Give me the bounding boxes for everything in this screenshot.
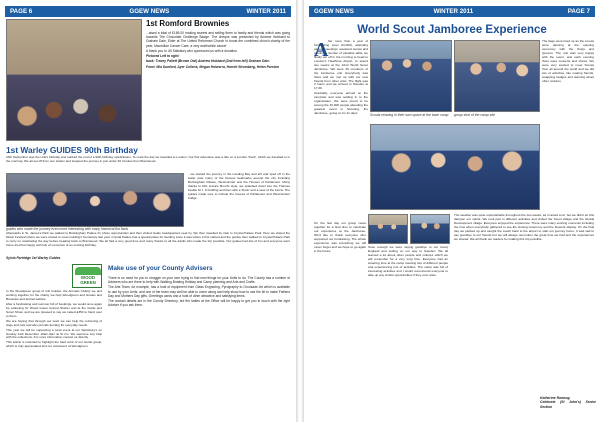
brownies-paragraph: back: Tracey Pallett (Brown Owl) Andrew Hubbard (2nd from left) Graham Dale. <box>146 59 270 64</box>
jamboree-heading: World Scout Jamboree Experience <box>357 24 547 36</box>
jamboree-right-column-2 <box>454 214 594 398</box>
page-7 <box>304 0 600 422</box>
guides-credit: Sylvia Partridge 1st Warley Guides <box>6 256 61 260</box>
page-number: PAGE 7 <box>567 7 590 15</box>
jamboree-left-column-2: On the last day our group came together for a final time to celebrate our experience at the Jamboree. We'd like to thank everyone who supported our fundraising. The whole experience was something we will never forget and we hope to go again in the future. <box>314 222 366 253</box>
page-6 <box>0 0 296 422</box>
page-gutter <box>296 0 304 422</box>
advisers-paragraph: The contact details are in the County Directory, but the ladies at the Office will be happy to get you in touch with the right Adviser if you ask them. <box>108 299 290 308</box>
logo-line: WOOD <box>80 275 96 280</box>
advisers-paragraph: There is no need for you to struggle on your own trying to find new things for your Units to do. The County has a number of Advisers who are there to help with Walking Boating Holiday and Camp planning and Arts and Crafts. <box>108 276 290 285</box>
woodgreen-paragraph: We are hoping that through our work we can help the rehoming of dogs and cats and also provide funding for everyday needs. <box>6 318 102 327</box>
woodgreen-logo <box>72 264 102 288</box>
jamboree-paragraph: Gradually, everyone arrived on the campsite and was settling in to the organisation. We were proud to be among the 40,000 people attending the greatest event in Scouting, the Jamboree, going on for 11 days. <box>314 91 368 116</box>
brownies-article <box>146 31 290 139</box>
jamboree-caption-1: Scouts relaxing in their own space at the base camp <box>370 113 449 117</box>
guides-photo <box>6 173 184 227</box>
brownies-paragraph: Front: Mia Dunford, Ayer Collens, Megan Holwerra, Harriet Stromberg, Helen Parston <box>146 64 279 69</box>
guides-photo-caption: guides who made the journey even more interesting with many historical fun facts <box>6 227 129 231</box>
jamboree-caption-2: group shot of the camp site <box>454 113 495 117</box>
issue-name: WINTER 2011 <box>433 7 474 15</box>
guides-heading: 1st Warley GUIDES 90th Birthday <box>6 145 138 155</box>
jamboree-paragraph: The weather was quite unpredictable throughout the two weeks, as it rained a lot, but we didn't let this dampen our spirits. We took part in different activities and visited the Scout village and the Global Development village. Everyone enjoyed the experience. There were many exciting moments including the time when everybody gathered to see the closing ceremony and the firework display. On the final day we packed up and caught the coach back to the airport to start our journey home. It was sad to say goodbye to our friends but we will always remember the great time we had and the experiences we shared. We all thank our leaders for making this trip possible. <box>454 214 594 241</box>
logo-line: GREEN <box>80 279 96 285</box>
woodgreen-article <box>6 290 102 420</box>
guides-intro: 24th September was the Unit's birthday and marked the end of a 90th birthday celebrations. To mark the day we travelled to London. Our first adventure was a ride on a London 'Duck', which we travelled to in the morning. We all set off from one station and stopped the journey in just under 40 minutes from Brentwood. <box>6 156 290 163</box>
brownies-photo <box>6 19 142 141</box>
jamboree-photo-2 <box>454 40 540 112</box>
guides-side-text: ...we started the journey in the Landing Bay and left and sped off in the water past many of the famous landmarks around the city including Buckingham Palace, Westminster and the Houses of Parliament. Many thanks to Mrs Joanne Bond's style, we splashed down into the Thames beside M. I. 6 building and then with a 'Duck' and a view of the Ferris, The guides made sure to include the houses of Parliament and Westminster bridge. <box>188 173 290 200</box>
jamboree-right-column: The flags were lined up as the scouts were dancing at the opening ceremony with the Kings and Queens. The unit was very happy with the event, and each evening there were concerts and shows. We were very excited to meet Scouts from all around the world and we did lots of activities, like making friends, swapping badges and learning about other cultures. <box>542 40 594 83</box>
page-header-left <box>5 6 291 17</box>
jamboree-photo-5 <box>410 214 450 244</box>
credit-role: Celebrate (St John's) Senior Section <box>540 400 596 409</box>
brownies-heading: 1st Romford Brownies <box>146 19 230 28</box>
brownies-paragraph: A thank you to Jill Salisbury who sponsored us with a donation. <box>146 48 238 53</box>
page-header-right <box>309 6 595 17</box>
woodgreen-paragraph: After a fundraising and summer full of bookings, we would once again be collecting for Wood Green Animal Shelter and at the Guide and Scout Show, and we are pleased to say we raised £350 to hand over to them. <box>6 301 102 318</box>
advisers-heading: Make use of your County Advisers <box>108 265 213 272</box>
credit-name: Katherine Ramsay, <box>540 396 571 400</box>
woodgreen-paragraph: This year we will be supporting a local event at our Sainsbury's on Sunday 11th December 10am-3pm at St Ivo. We welcome any help with the collections. For more information contact us directly. <box>6 327 102 340</box>
jamboree-photo-3 <box>370 124 540 210</box>
brownies-paragraph: Pictured Left to right: <box>146 54 180 59</box>
woodgreen-paragraph: This article is intended to highlight the hard work of our Guide group, which is truly appreciated and our volunteers at Woodgreen. <box>6 340 102 349</box>
jamboree-column-1 <box>314 40 368 220</box>
guides-main-text: Afterwards in St. James's Park we walked to Buckingham Palace for photo opportunities and then visited Guide headquarters near by. We then travelled by train to Crystal Palace Park. Here we visited the Music Festival where we were invited to meet Guiding's Centenary last year. Crystal Palace has a special place for Guiding since it was where it first started and the guides then walked to Crystal Palace Park to carry on celebrating the day before heading back to Brentwood. We all had a very good time and many thanks to all the adults who made the trip possible. Our guides had lots of fun and everyone went home tired but happy with lots of memories of an exciting birthday. <box>6 232 290 247</box>
woodgreen-paragraph: In the Woodgreen group of Girl Guides, the Animals Charity we and working together for the charity we help Woodgreen and Guides and Brownies and animal welfare. <box>6 290 102 301</box>
advisers-article <box>108 276 290 412</box>
jamboree-middle-column: Soon enough we were saying goodbye to our lovely England and setting on our way to Sweden. We all learned a lot about other people and cultures which we will remember for a very long time. Everyone had an amazing time at the camp meeting lots of different people and experiencing lots of activities. The camp was full of interesting activities and I would recommend everyone to take up any similar opportunities if they ever arise. <box>368 246 448 277</box>
issue-name: WINTER 2011 <box>246 7 286 15</box>
newsletter-name: GGEW NEWS <box>314 7 354 15</box>
jamboree-credit <box>540 396 596 409</box>
jamboree-photo-1 <box>370 40 452 112</box>
drop-cap: A <box>314 39 329 61</box>
advisers-paragraph: The Arts Team, for example, has a host of equipment from Glass Engraving, Pyrography to Grousade Art which is available to use by your Units, and one of the team may well be able to come along and help show how to use the kit to make Fathers Day and Mothers Day gifts, Greetings cards and a host of other attractive and satisfying items. <box>108 285 290 298</box>
jamboree-paragraph: fter more than a year of fundraising (over £3,000), attending various meetings, weekend camps and gaining a number of valuable skills, we finally set off in the morning to head to London's Heathrow Airport, to spend two weeks at the 22nd World Scout Jamboree. We were 39 members of the Jamboree unit. Everybody was there and we met up with our new friends from other units. The flight was 2 hours and we arrived in Sweden at 17.30. <box>314 40 368 91</box>
newsletter-name: GGEW NEWS <box>129 7 170 15</box>
jamboree-photo-4 <box>368 214 408 244</box>
page-number: PAGE 6 <box>10 7 33 15</box>
leaf-icon <box>75 267 101 275</box>
brownies-paragraph: ...aised a total of £165.00 making sweets and selling them to family and friends which was going towards The Chocolate Challenge Badge. The cheque was presented by Andrew Hubbard to Graham Dale, Elder at The United Reformed Church to boost the combined church charity of the year, Macmillan Cancer Care, a very worthwhile cause! <box>146 31 290 48</box>
